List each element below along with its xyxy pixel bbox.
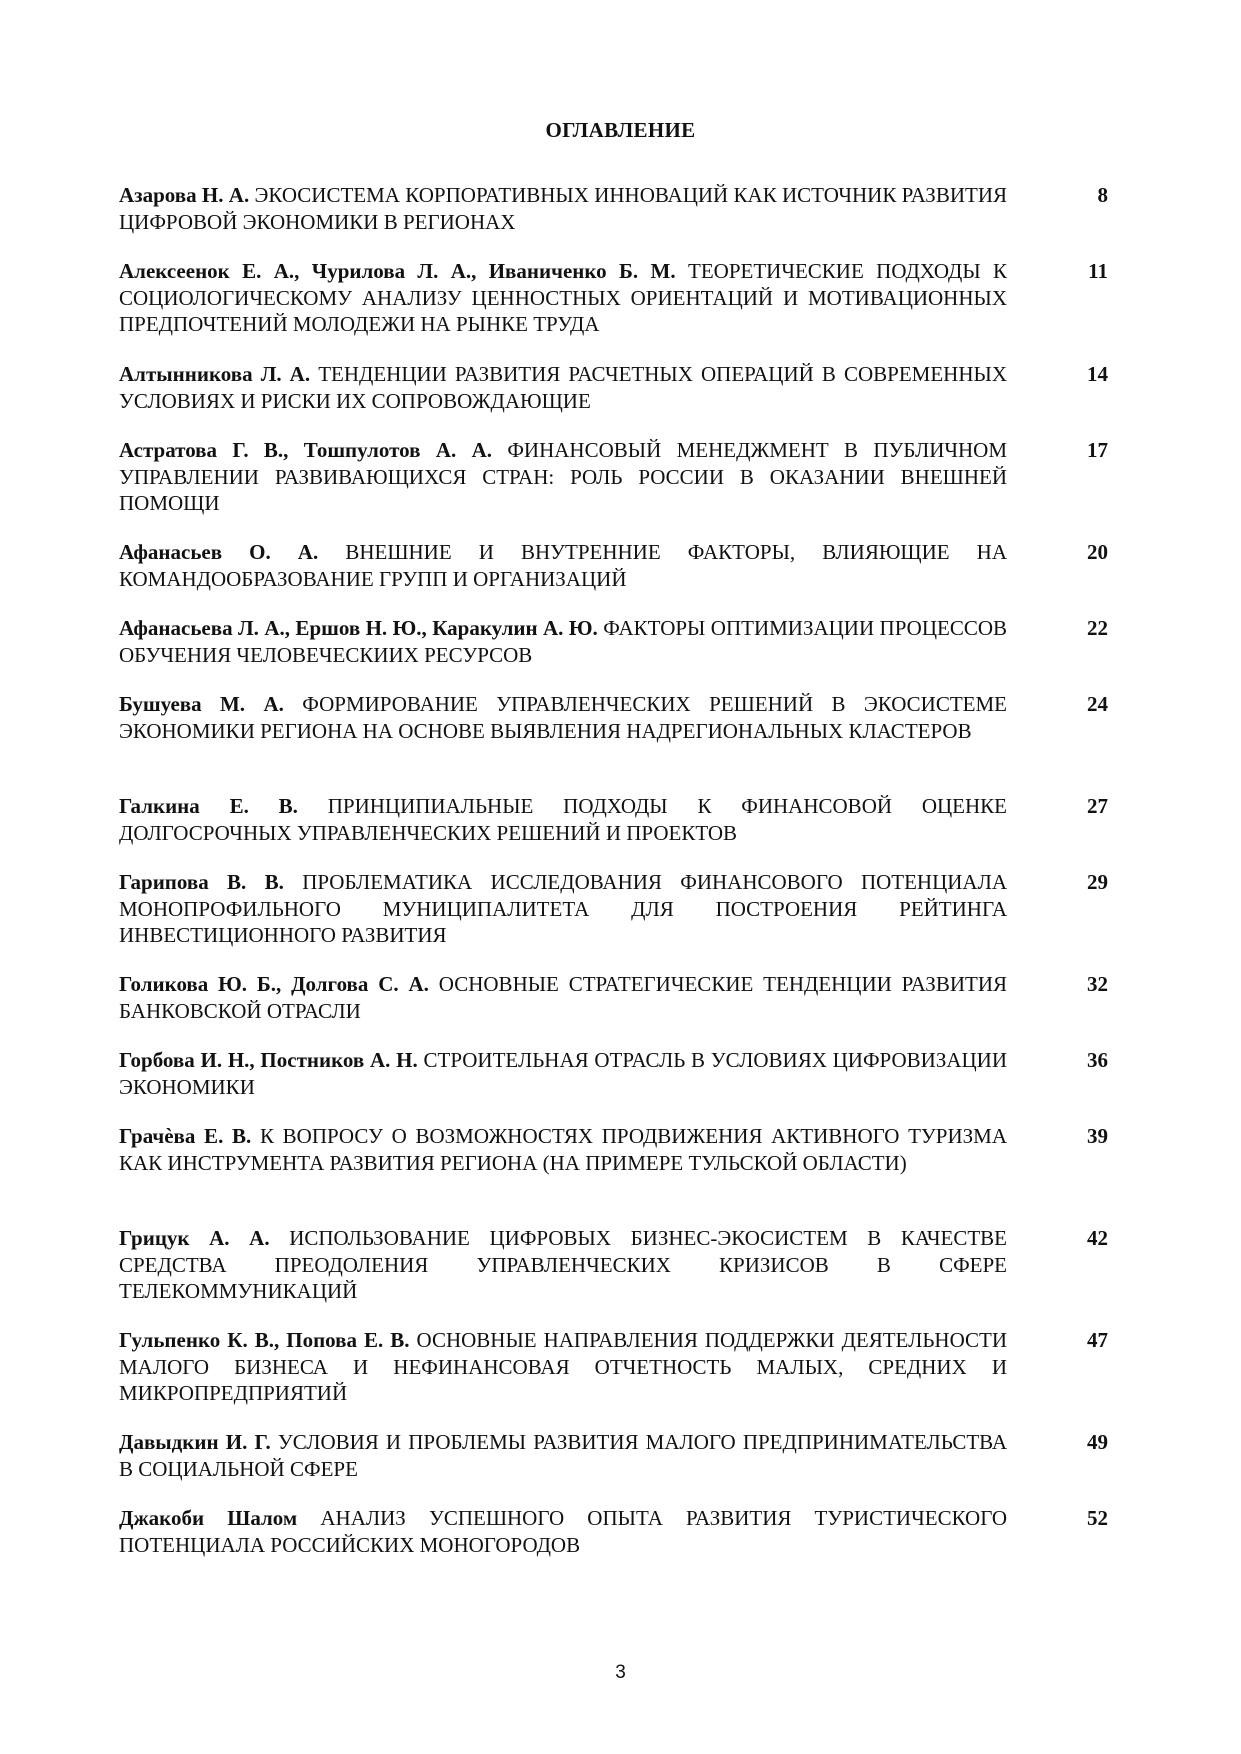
entry-authors: Галкина Е. В. <box>119 794 298 818</box>
entry-title: ИСПОЛЬЗОВАНИЕ ЦИФРОВЫХ БИЗНЕС-ЭКОСИСТЕМ В КАЧЕСТВЕ СРЕДСТВА ПРЕОДОЛЕНИЯ УПРАВЛЕНЧЕСКИХ КРИЗИСОВ В СФЕРЕ ТЕЛЕКОММУНИКАЦИЙ <box>119 1226 1008 1303</box>
entry-text <box>119 615 1007 668</box>
entry-authors: Грицук А. А. <box>119 1226 270 1250</box>
entry-authors: Алексеенок Е. А., Чурилова Л. А., Иваниченко Б. М. <box>119 259 676 283</box>
entry-authors: Гарипова В. В. <box>119 870 284 894</box>
entry-authors: Горбова И. Н., Постников А. Н. <box>119 1048 418 1072</box>
entry-text <box>119 1225 1007 1305</box>
entry-page-number: 42 <box>1087 1226 1108 1250</box>
entry-text <box>119 1327 1007 1407</box>
entry-title: СТРОИТЕЛЬНАЯ ОТРАСЛЬ В УСЛОВИЯХ ЦИФРОВИЗАЦИИ ЭКОНОМИКИ <box>119 1048 1008 1099</box>
entry-text <box>119 182 1007 235</box>
entry-authors: Гульпенко К. В., Попова Е. В. <box>119 1328 410 1352</box>
entry-authors: Грачѐва Е. В. <box>119 1124 252 1148</box>
page-number: 3 <box>615 1662 626 1683</box>
entry-text <box>119 1123 1007 1176</box>
entry-authors: Бушуева М. А. <box>119 692 284 716</box>
entry-text <box>119 691 1007 744</box>
entry-title: ПРИНЦИПИАЛЬНЫЕ ПОДХОДЫ К ФИНАНСОВОЙ ОЦЕНКЕ ДОЛГОСРОЧНЫХ УПРАВЛЕНЧЕСКИХ РЕШЕНИЙ И ПРОЕКТОВ <box>119 794 1007 845</box>
entry-authors: Афанасьева Л. А., Ершов Н. Ю., Каракулин А. Ю. <box>119 616 598 640</box>
entry-authors: Афанасьев О. А. <box>119 540 319 564</box>
entry-authors: Джакоби Шалом <box>119 1506 298 1530</box>
entry-text <box>119 258 1007 338</box>
entry-title: ТЕОРЕТИЧЕСКИЕ ПОДХОДЫ К СОЦИОЛОГИЧЕСКОМУ АНАЛИЗУ ЦЕННОСТНЫХ ОРИЕНТАЦИЙ И МОТИВАЦИОННЫХ ПРЕДПОЧТЕНИЙ МОЛОДЕЖИ НА РЫНКЕ ТРУДА <box>119 259 1008 336</box>
entry-authors: Давыдкин И. Г. <box>119 1430 271 1454</box>
entry-title: ФИНАНСОВЫЙ МЕНЕДЖМЕНТ В ПУБЛИЧНОМ УПРАВЛЕНИИ РАЗВИВАЮЩИХСЯ СТРАН: РОЛЬ РОССИИ В ОКАЗАНИИ ВНЕШНЕЙ ПОМОЩИ <box>119 438 1008 515</box>
entry-page-number: 27 <box>1087 794 1108 818</box>
entry-page-number: 14 <box>1087 362 1108 386</box>
entry-title: ПРОБЛЕМАТИКА ИССЛЕДОВАНИЯ ФИНАНСОВОГО ПОТЕНЦИАЛА МОНОПРОФИЛЬНОГО МУНИЦИПАЛИТЕТА ДЛЯ ПОСТРОЕНИЯ РЕЙТИНГА ИНВЕСТИЦИОННОГО РАЗВИТИЯ <box>119 870 1008 947</box>
entry-text <box>119 361 1007 414</box>
entry-page-number: 32 <box>1087 972 1108 996</box>
entry-page-number: 22 <box>1087 616 1108 640</box>
entry-page-number: 47 <box>1087 1328 1108 1352</box>
entry-title: ФАКТОРЫ ОПТИМИЗАЦИИ ПРОЦЕССОВ ОБУЧЕНИЯ ЧЕЛОВЕЧЕСКИИХ РЕСУРСОВ <box>119 616 1008 667</box>
entry-page-number: 49 <box>1087 1430 1108 1454</box>
entry-page-number: 17 <box>1087 438 1108 462</box>
entry-page-number: 20 <box>1087 540 1108 564</box>
entry-title: УСЛОВИЯ И ПРОБЛЕМЫ РАЗВИТИЯ МАЛОГО ПРЕДПРИНИМАТЕЛЬСТВА В СОЦИАЛЬНОЙ СФЕРЕ <box>119 1430 1007 1481</box>
entry-title: ОСНОВНЫЕ НАПРАВЛЕНИЯ ПОДДЕРЖКИ ДЕЯТЕЛЬНОСТИ МАЛОГО БИЗНЕСА И НЕФИНАНСОВАЯ ОТЧЕТНОСТЬ МАЛЫХ, СРЕДНИХ И МИКРОПРЕДПРИЯТИЙ <box>119 1328 1007 1405</box>
entry-page-number: 52 <box>1087 1506 1108 1530</box>
entry-page-number: 39 <box>1087 1124 1108 1148</box>
entry-title: АНАЛИЗ УСПЕШНОГО ОПЫТА РАЗВИТИЯ ТУРИСТИЧЕСКОГО ПОТЕНЦИАЛА РОССИЙСКИХ МОНОГОРОДОВ <box>119 1506 1008 1557</box>
toc-title: ОГЛАВЛЕНИЕ <box>545 118 696 142</box>
entry-title: К ВОПРОСУ О ВОЗМОЖНОСТЯХ ПРОДВИЖЕНИЯ АКТИВНОГО ТУРИЗМА КАК ИНСТРУМЕНТА РАЗВИТИЯ РЕГИОНА (НА ПРИМЕРЕ ТУЛЬСКОЙ ОБЛАСТИ) <box>119 1124 1008 1175</box>
entry-authors: Голикова Ю. Б., Долгова С. А. <box>119 972 429 996</box>
entry-text <box>119 869 1007 949</box>
entry-title: ВНЕШНИЕ И ВНУТРЕННИЕ ФАКТОРЫ, ВЛИЯЮЩИЕ НА КОМАНДООБРАЗОВАНИЕ ГРУПП И ОРГАНИЗАЦИЙ <box>119 540 1007 591</box>
entry-text <box>119 793 1007 846</box>
entry-authors: Азарова Н. А. <box>119 183 250 207</box>
entry-page-number: 24 <box>1087 692 1108 716</box>
entry-text <box>119 539 1007 592</box>
entry-title: ФОРМИРОВАНИЕ УПРАВЛЕНЧЕСКИХ РЕШЕНИЙ В ЭКОСИСТЕМЕ ЭКОНОМИКИ РЕГИОНА НА ОСНОВЕ ВЫЯВЛЕНИЯ НАДРЕГИОНАЛЬНЫХ КЛАСТЕРОВ <box>119 692 1007 743</box>
entry-title: ТЕНДЕНЦИИ РАЗВИТИЯ РАСЧЕТНЫХ ОПЕРАЦИЙ В СОВРЕМЕННЫХ УСЛОВИЯХ И РИСКИ ИХ СОПРОВОЖДАЮЩИЕ <box>119 362 1007 413</box>
entry-title: ЭКОСИСТЕМА КОРПОРАТИВНЫХ ИННОВАЦИЙ КАК ИСТОЧНИК РАЗВИТИЯ ЦИФРОВОЙ ЭКОНОМИКИ В РЕГИОНАХ <box>119 183 1007 234</box>
entry-page-number: 11 <box>1088 259 1108 283</box>
entry-text <box>119 437 1007 517</box>
entry-text <box>119 1505 1007 1558</box>
entry-page-number: 29 <box>1087 870 1108 894</box>
entry-text <box>119 971 1007 1024</box>
entry-text <box>119 1429 1007 1482</box>
entry-authors: Алтынникова Л. А. <box>119 362 311 386</box>
entry-text <box>119 1047 1007 1100</box>
entry-page-number: 8 <box>1097 183 1108 207</box>
entry-authors: Астратова Г. В., Тошпулотов А. А. <box>119 438 492 462</box>
entry-title: ОСНОВНЫЕ СТРАТЕГИЧЕСКИЕ ТЕНДЕНЦИИ РАЗВИТИЯ БАНКОВСКОЙ ОТРАСЛИ <box>119 972 1007 1023</box>
entry-page-number: 36 <box>1087 1048 1108 1072</box>
